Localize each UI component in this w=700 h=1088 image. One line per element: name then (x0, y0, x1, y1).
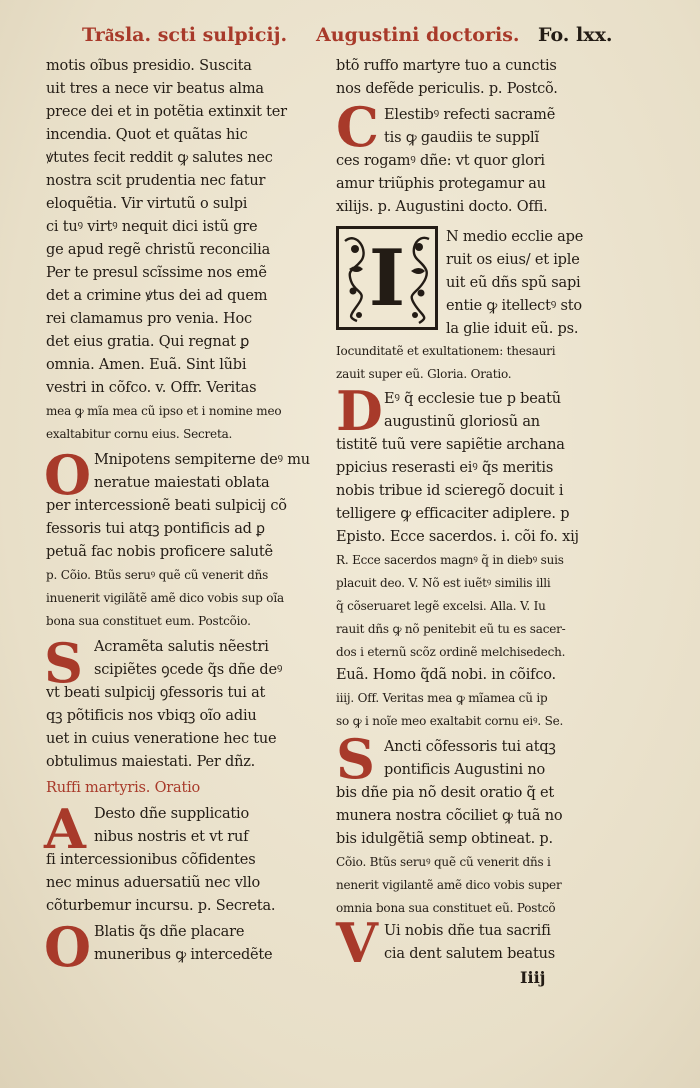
text-line: eloquẽtia. Vir virtutũ o sulpi (46, 196, 248, 212)
text-line: det eius gratia. Qui regnat ꝑ (46, 334, 250, 350)
text-line: augustinũ gloriosũ an (384, 414, 540, 430)
text-line: Euã. Homo q̃dã nobi. in cõifco. (336, 667, 556, 683)
text-line: obtulimus maiestati. Per dñz. (46, 754, 256, 770)
text-line: munera nostra cõciliet ꝙ tuã no (336, 808, 563, 824)
text-line: ci tuꝰ virtꝰ nequit dici istũ gre (46, 219, 258, 235)
text-line: fessoris tui atqꝫ pontificis ad ꝑ (46, 521, 265, 537)
text-line: pontificis Augustini no (384, 762, 546, 778)
text-line: Acramẽta salutis nẽestri (94, 639, 269, 655)
text-line: muneribus ꝙ intercedẽte (94, 947, 273, 963)
text-line: N medio ecclie ape (446, 229, 584, 245)
text-line: Ancti cõfessoris tui atqꝫ (384, 739, 556, 755)
text-line: telligere ꝙ efficaciter adiplere. p (336, 506, 570, 522)
initial-letter-s: S (336, 727, 375, 791)
text-line: Ui nobis dñe tua sacrifi (384, 923, 551, 939)
text-line: Blatis q̃s dñe placare (94, 924, 245, 940)
running-head-left: Tra͂sla. scti sulpicij. (82, 24, 288, 46)
text-line: bis idulgẽtiã semp obtineat. p. (336, 831, 553, 847)
rubric-heading: Ruffi martyris. Oratio (46, 780, 201, 796)
text-line: R. Ecce sacerdos magnꝰ q̃ in diebꝰ suis (336, 553, 564, 567)
initial-letter-o: O (44, 915, 92, 979)
text-line: cõturbemur incursu. p. Secreta. (46, 898, 276, 914)
text-line: fi intercessionibus cõfidentes (46, 852, 256, 868)
woodcut-letter: I (368, 232, 406, 324)
text-line: rauit dñs ꝙ nõ penitebit eũ tu es sacer- (336, 622, 566, 636)
text-line: btõ ruffo martyre tuo a cunctis (336, 58, 557, 74)
text-line: Elestibꝰ refecti sacramẽ (384, 107, 556, 123)
text-line: Desto dñe supplicatio (94, 806, 250, 822)
initial-letter-s: S (44, 631, 83, 695)
text-line: scipiẽtes ꝯcede q̃s dñe deꝰ (94, 662, 283, 678)
text-line: zauit super eũ. Gloria. Oratio. (336, 367, 512, 381)
text-line: Cõio. Btũs seruꝰ quẽ cũ venerit dñs i (336, 855, 551, 869)
text-line: neratue maiestati oblata (94, 475, 270, 491)
text-line: incendia. Quot et quãtas hic (46, 127, 248, 143)
text-line: qꝫ põtificis nos vbiqꝫ oĩo adiu (46, 708, 257, 724)
text-line: nenerit vigilantẽ amẽ dico vobis super (336, 878, 562, 892)
text-line: xilijs. p. Augustini docto. Offi. (336, 199, 548, 215)
text-line: p. Cõio. Btũs seruꝰ quẽ cũ venerit dñs (46, 568, 269, 582)
initial-letter-a: A (44, 797, 86, 861)
text-line: omnia. Amen. Euã. Sint lũbi (46, 357, 247, 373)
text-line: vt beati sulpicij ꝯfessoris tui at (46, 685, 266, 701)
text-line: ruit os eius/ et iple (446, 252, 580, 268)
text-line: nostra scit prudentia nec fatur (46, 173, 266, 189)
text-line: tistitẽ tuũ vere sapiẽtie archana (336, 437, 565, 453)
text-line: Per te presul scĩssime nos emẽ (46, 265, 267, 281)
text-line: Iocunditatẽ et exultationem: thesauri (336, 344, 556, 358)
text-line: Episto. Ecce sacerdos. i. cõi fo. xij (336, 529, 579, 545)
text-line: so ꝙ i noĩe meo exaltabit cornu eiꝰ. Se. (336, 714, 564, 728)
text-line: uet in cuius veneratione hec tue (46, 731, 277, 747)
text-line: bona sua constituet eum. Postcõio. (46, 614, 251, 628)
text-line: prece dei et in potẽtia extinxit ter (46, 104, 287, 120)
initial-letter-o: O (44, 443, 92, 507)
text-line: bis dñe pia nõ desit oratio q̃ et (336, 785, 555, 801)
text-line: nobis tribue id scieregõ docuit i (336, 483, 564, 499)
text-line: q̃ cõseruaret legẽ excelsi. Alla. V. Iu (336, 599, 546, 613)
initial-letter-v: V (336, 911, 378, 975)
text-line: entie ꝙ itellectꝰ sto (446, 298, 582, 314)
text-line: rei clamamus pro venia. Hoc (46, 311, 252, 327)
text-line: uit tres a nece vir beatus alma (46, 81, 264, 97)
text-line: cia dent salutem beatus (384, 946, 555, 962)
text-line: per intercessionẽ beati sulpicij cõ (46, 498, 287, 514)
text-line: det a crimine ꝟtus dei ad quem (46, 288, 268, 304)
text-line: ge apud regẽ christũ reconcilia (46, 242, 271, 258)
text-line: omnia bona sua constituet eũ. Postcõ (336, 901, 556, 915)
text-line: mea ꝙ mĩa mea cũ ipso et i nomine meo (46, 404, 282, 418)
text-line: iiij. Off. Veritas mea ꝙ mĩamea cũ ip (336, 691, 548, 705)
text-line: Mnipotens sempiterne deꝰ mu (94, 452, 310, 468)
catchword: Iiij (520, 968, 546, 987)
initial-letter-c: C (336, 95, 379, 159)
text-line: vestri in cõfco. v. Offr. Veritas (46, 380, 257, 396)
woodcut-initial-frame (336, 226, 438, 330)
folio-number: Fo. lxx. (538, 24, 613, 46)
text-line: petuã fac nobis proficere salutẽ (46, 544, 273, 560)
text-line: la glie iduit eũ. ps. (446, 321, 579, 337)
text-line: exaltabitur cornu eius. Secreta. (46, 427, 233, 441)
text-line: uit eũ dñs spũ sapi (446, 275, 581, 291)
text-line: nec minus aduersatiũ nec vllo (46, 875, 261, 891)
text-line: ꝟtutes fecit reddit ꝙ salutes nec (46, 150, 273, 166)
text-line: ppicius reserasti eiꝰ q̃s meritis (336, 460, 554, 476)
text-line: motis oĩbus presidio. Suscita (46, 58, 252, 74)
text-line: inuenerit vigilãtẽ amẽ dico vobis sup oĩa (46, 591, 284, 605)
text-line: placuit deo. V. Nõ est iuẽtꝰ similis illi (336, 576, 551, 590)
initial-letter-d: D (336, 379, 383, 443)
running-head-center: Augustini doctoris. (316, 24, 520, 46)
text-line: nibus nostris et vt ruf (94, 829, 249, 845)
text-line: dos i eternũ scõz ordinẽ melchisedech. (336, 645, 566, 659)
text-line: tis ꝙ gaudiis te supplĩ (384, 130, 539, 146)
text-line: Eꝰ q̃ ecclesie tue p beatũ (384, 391, 561, 407)
text-line: amur triũphis protegamur au (336, 176, 546, 192)
text-line: nos defẽde periculis. p. Postcõ. (336, 81, 558, 97)
text-line: ces rogamꝰ dñe: vt quor glori (336, 153, 545, 169)
